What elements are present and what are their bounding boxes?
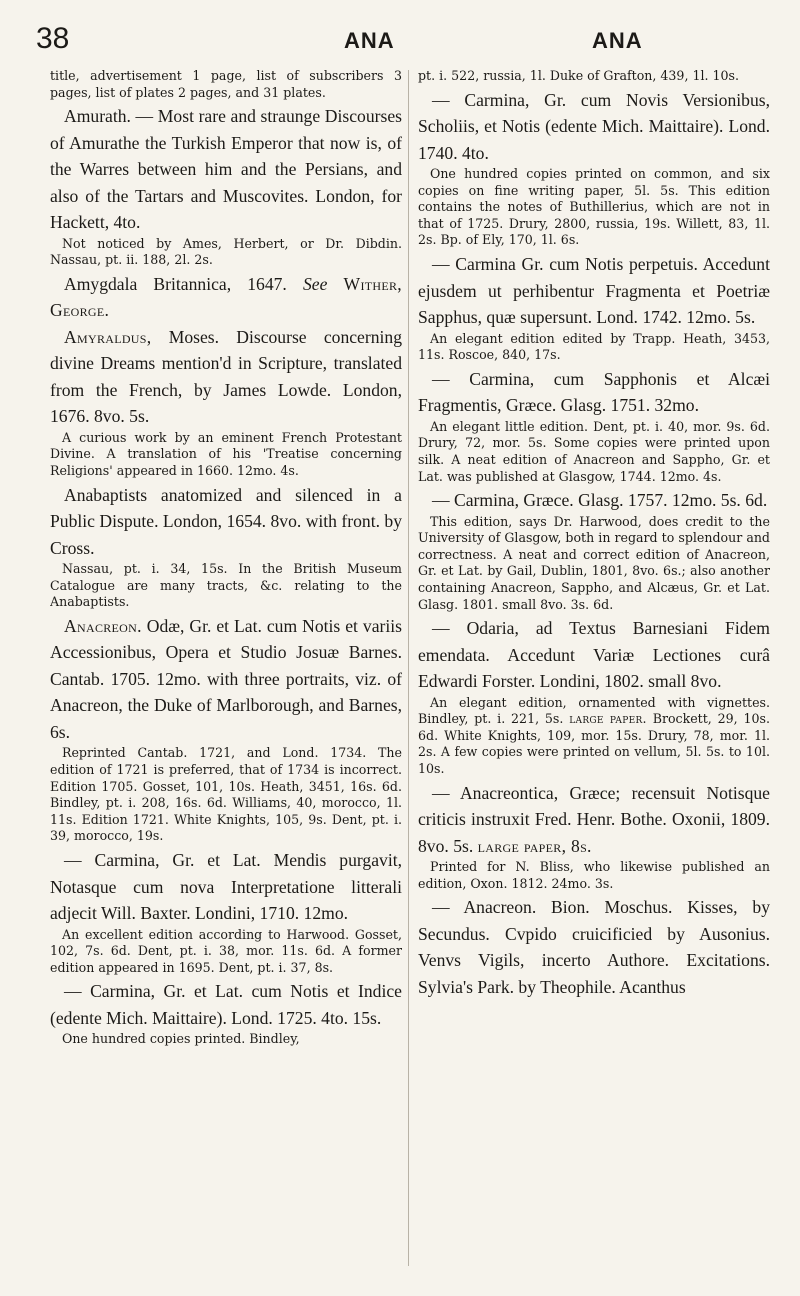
entry-anabaptists: Anabaptists anatomized and silenced in a Public Dispute. London, 1654. 8vo. with front. by Cross.: [50, 484, 402, 558]
note-title-plates: title, advertisement 1 page, list of subscribers 3 pages, list of plates 2 pages, and 31 plates.: [50, 68, 402, 100]
entry-amyraldus: [50, 324, 402, 430]
entry-anacreontica-text: — Anacreontica, Græce; recensuit Notisque criticis instruxit Fred. Henr. Bothe. Oxonii, 1809. 8vo. 5s.: [418, 782, 770, 856]
see-reference-label: See: [302, 273, 328, 294]
entry-anacreon-text: Odæ, Gr. et Lat. cum Notis et variis Accessionibus, Opera et Studio Josuæ Barnes. Cantab. 1705. 12mo. with three portraits, viz. of Anacreon, the Duke of Marlborough, and Barnes, 6s.: [50, 615, 402, 742]
note-odaria-large-paper: large paper.: [569, 711, 647, 727]
see-reference-target: Wither, George.: [50, 273, 402, 321]
note-carmina-glasg-1751: An elegant little edition. Dent, pt. i. 40, mor. 9s. 6d. Drury, 72, mor. 5s. Some copies were printed upon silk. A neat edition of Anacreon and Sappho, Gr. et Lat. was published at Glasgow, 1744. 12mo. 4s.: [418, 418, 770, 484]
note-anacreontica: Printed for N. Bliss, who likewise published an edition, Oxon. 1812. 24mo. 3s.: [418, 859, 770, 891]
entry-anacreon: [50, 613, 402, 746]
entry-carmina-baxter: — Carmina, Gr. et Lat. Mendis purgavit, Notasque cum nova Interpretatione litterali adjecit Will. Baxter. Londini, 1710. 12mo.: [50, 850, 402, 923]
right-column: [418, 68, 770, 1268]
running-head-right: ANA: [592, 28, 643, 53]
page-header: [36, 22, 766, 62]
entry-carmina-maittaire-1740: — Carmina, Gr. cum Novis Versionibus, Scholiis, et Notis (edente Mich. Maittaire). Lond. 1740. 4to.: [418, 89, 770, 163]
entry-anacreontica: [418, 780, 770, 860]
entry-heading-anacreon: Anacreon.: [64, 615, 142, 636]
entry-carmina-glasg-1757: — Carmina, Græce. Glasg. 1757. 12mo. 5s. 6d.: [432, 490, 768, 511]
note-carmina-maittaire-1725: One hundred copies printed. Bindley,: [62, 1031, 300, 1047]
entry-amyraldus-text: Moses. Discourse concerning divine Dreams mention'd in Scripture, translated from the French, by James Lowde. London, 1676. 8vo. 5s.: [50, 326, 402, 427]
entry-amurath: Amurath. — Most rare and straunge Discourses of Amurathe the Turkish Emperor that now is, of the Warres between him and the Persians, and also of the Tartars and Muscovites. London, for Hackett, 4to.: [50, 106, 402, 233]
page-number: 38: [36, 22, 70, 55]
entry-amygdala-text: Amygdala Britannica, 1647.: [64, 273, 287, 294]
note-odaria-b: Brockett, 29, 10s. 6d. White Knights, 109, mor. 15s. Drury, 78, mor. 1l. 2s. A few copies were printed on vellum, 5l. 5s. to 10l. 10s.: [418, 711, 770, 777]
note-odaria-a: An elegant edition, ornamented with vignettes. Bindley, pt. i. 221, 5s.: [418, 694, 770, 727]
entry-anacreontica-large-paper: large paper, 8s.: [477, 835, 592, 856]
note-carmina-glasg-1757: This edition, says Dr. Harwood, does credit to the University of Glasgow, both in regard to splendour and correctness. A neat and correct edition of Anacreon, Gr. et Lat. by Gail, Dublin, 1801, 8vo. 6s.; also another containing Anacreon, Sappho, and Alcæus, Gr. et Lat. Glasg. 1801. small 8vo. 3s. 6d.: [418, 513, 770, 612]
note-odaria: [418, 695, 770, 778]
entry-amygdala: [50, 271, 402, 324]
entry-heading-amyraldus: Amyraldus,: [64, 326, 152, 347]
note-carmina-maittaire-1725-cont: pt. i. 522, russia, 1l. Duke of Grafton, 439, 1l. 10s.: [418, 68, 739, 83]
note-anacreon-barnes: Reprinted Cantab. 1721, and Lond. 1734. The edition of 1721 is preferred, that of 1734 is incorrect. Edition 1705. Gosset, 101, 10s. Heath, 3451, 16s. 6d. Bindley, pt. i. 208, 16s. 6d. Williams, 40, morocco, 1l. 11s. Edition 1721. White Knights, 105, 9s. Dent, pt. i. 39, morocco, 19s.: [50, 745, 402, 844]
note-carmina-baxter: An excellent edition according to Harwood. Gosset, 102, 7s. 6d. Dent, pt. i. 38, mor. 11s. 6d. A former edition appeared in 1695. Dent, pt. i. 37, 8s.: [50, 926, 402, 975]
entry-odaria: — Odaria, ad Textus Barnesiani Fidem emendata. Accedunt Variæ Lectiones curâ Edwardi Forster. Londini, 1802. small 8vo.: [418, 618, 770, 692]
note-carmina-1742: An elegant edition edited by Trapp. Heath, 3453, 11s. Roscoe, 840, 17s.: [418, 330, 770, 363]
entry-carmina-1742: — Carmina Gr. cum Notis perpetuis. Accedunt ejusdem ut perhibentur Fragmenta et Poetriæ Sapphus, quæ supersunt. Lond. 1742. 12mo. 5s.: [418, 254, 770, 328]
note-amyraldus: A curious work by an eminent French Protestant Divine. A translation of his 'Treatise concerning Religions' appeared in 1660. 12mo. 4s.: [50, 429, 402, 479]
entry-carmina-glasg-1751: — Carmina, cum Sapphonis et Alcæi Fragmentis, Græce. Glasg. 1751. 32mo.: [418, 368, 770, 416]
note-carmina-maittaire-1740: One hundred copies printed on common, and six copies on fine writing paper, 5l. 5s. This edition contains the notes of Buthillerius, which are not in that of 1725. Drury, 2800, russia, 19s. Willett, 83, 1l. 2s. Bp. of Ely, 170, 1l. 6s.: [418, 166, 770, 248]
entry-carmina-maittaire-1725: — Carmina, Gr. et Lat. cum Notis et Indice (edente Mich. Maittaire). Lond. 1725. 4to. 15s.: [50, 981, 402, 1028]
running-head-left: ANA: [344, 28, 395, 53]
note-anabaptists: Nassau, pt. i. 34, 15s. In the British Museum Catalogue are many tracts, &c. relating to the Anabaptists.: [50, 561, 402, 610]
column-divider: [408, 70, 409, 1266]
note-amurath: Not noticed by Ames, Herbert, or Dr. Dibdin. Nassau, pt. ii. 188, 2l. 2s.: [50, 235, 402, 268]
left-column: [50, 68, 402, 1268]
entry-anacreon-bion-moschus: — Anacreon. Bion. Moschus. Kisses, by Secundus. Cvpido cruicificied by Ausonius. Venvs Vigils, incerto Authore. Excitations. Sylvia's Park. by Theophile. Acanthus: [418, 897, 770, 997]
